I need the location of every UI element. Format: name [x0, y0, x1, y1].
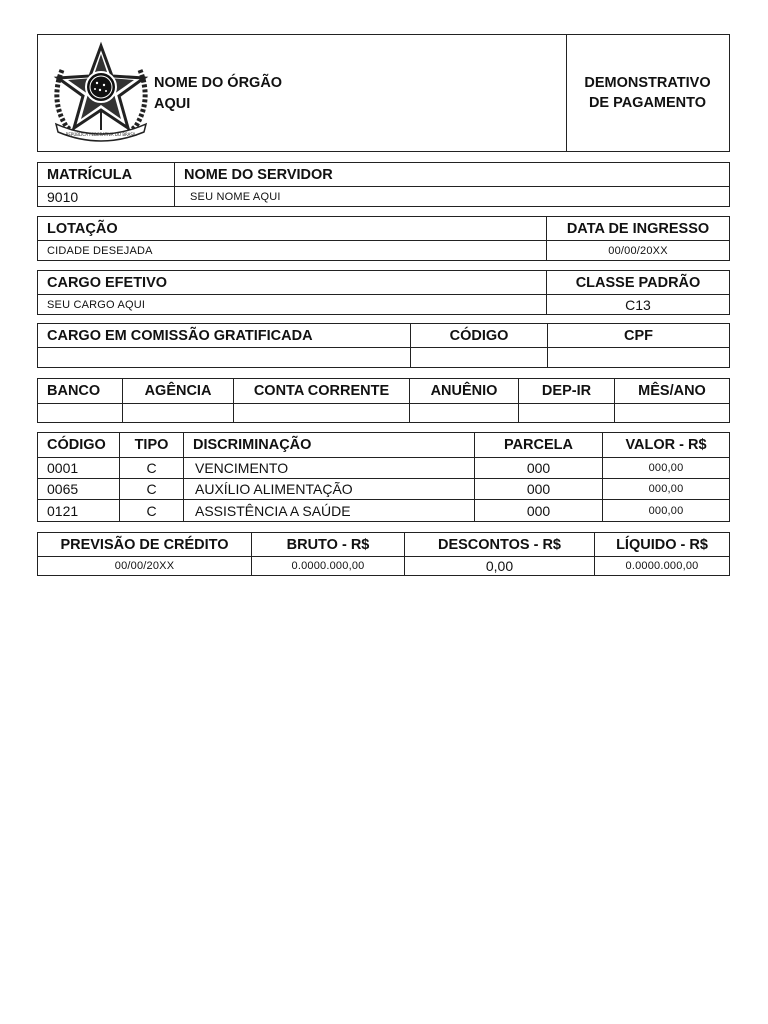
cargo-value: SEU CARGO AQUI: [38, 295, 547, 314]
item-tipo: C: [120, 479, 184, 500]
classe-value: C13: [625, 296, 651, 313]
banco-label: BANCO: [38, 379, 123, 404]
item-codigo: 0121: [38, 500, 120, 521]
banco-value: [38, 404, 123, 422]
items-header-parcela: PARCELA: [475, 433, 603, 458]
mes-ano-label: MÊS/ANO: [615, 379, 729, 404]
title-line1: DEMONSTRATIVO: [584, 75, 711, 91]
item-tipo: C: [120, 500, 184, 521]
conta-corrente-value: [234, 404, 410, 422]
cpf-value: [548, 348, 729, 367]
comissao-section: [37, 323, 730, 368]
cargo-section: [37, 270, 730, 315]
bank-section: [37, 378, 730, 423]
conta-corrente-label: CONTA CORRENTE: [234, 379, 410, 404]
document-title: [566, 35, 729, 151]
lotacao-value: CIDADE DESEJADA: [38, 241, 547, 260]
item-valor: 000,00: [648, 504, 684, 517]
codigo-label: CÓDIGO: [411, 324, 548, 348]
items-table: [37, 432, 730, 522]
item-codigo: 0065: [38, 479, 120, 500]
matricula-value: 9010: [38, 187, 175, 206]
servidor-label: NOME DO SERVIDOR: [175, 163, 729, 187]
item-valor: 000,00: [603, 458, 729, 479]
previsao-credito-value: 00/00/20XX: [38, 557, 252, 575]
liquido-value: 0.0000.000,00: [625, 560, 699, 572]
agencia-label: AGÊNCIA: [123, 379, 234, 404]
codigo-value: [411, 348, 548, 367]
item-parcela: 000: [475, 458, 603, 479]
comissao-value: [38, 348, 411, 367]
org-name-line2: AQUI: [154, 96, 191, 112]
previsao-credito-label: PREVISÃO DE CRÉDITO: [38, 533, 252, 557]
svg-text:REPÚBLICA FEDERATIVA DO BRASIL: REPÚBLICA FEDERATIVA DO BRASIL: [65, 132, 137, 137]
anuenio-value: [410, 404, 519, 422]
ingresso-label: DATA DE INGRESSO: [547, 217, 729, 241]
cargo-label: CARGO EFETIVO: [38, 271, 547, 295]
dep-ir-value: [519, 404, 615, 422]
agencia-value: [123, 404, 234, 422]
items-header-valor: VALOR - R$: [603, 433, 729, 458]
classe-label: CLASSE PADRÃO: [547, 271, 729, 295]
items-header-codigo: CÓDIGO: [38, 433, 120, 458]
org-block: [38, 35, 567, 151]
items-header-discriminacao: DISCRIMINAÇÃO: [184, 433, 475, 458]
liquido-label: LÍQUIDO - R$: [595, 533, 729, 557]
matricula-label: MATRÍCULA: [38, 163, 175, 187]
lotacao-label: LOTAÇÃO: [38, 217, 547, 241]
item-codigo: 0001: [38, 458, 120, 479]
title-line2: DE PAGAMENTO: [588, 95, 707, 111]
ingresso-value: 00/00/20XX: [608, 244, 668, 257]
item-parcela: 000: [475, 500, 603, 521]
coat-of-arms-seal: [48, 40, 154, 144]
item-desc: AUXÍLIO ALIMENTAÇÃO: [184, 479, 475, 500]
servidor-value: SEU NOME AQUI: [190, 190, 281, 203]
anuenio-label: ANUÊNIO: [410, 379, 519, 404]
dep-ir-label: DEP-IR: [519, 379, 615, 404]
lotacao-section: [37, 216, 730, 261]
org-name-line1: NOME DO ÓRGÃO: [154, 75, 283, 91]
item-parcela: 000: [475, 479, 603, 500]
items-header-tipo: TIPO: [120, 433, 184, 458]
bruto-value: 0.0000.000,00: [252, 557, 405, 575]
totals-section: [37, 532, 730, 576]
descontos-value: 0,00: [405, 557, 595, 575]
document-header: [37, 34, 730, 152]
item-desc: ASSISTÊNCIA A SAÚDE: [184, 500, 475, 521]
item-desc: VENCIMENTO: [184, 458, 475, 479]
descontos-label: DESCONTOS - R$: [405, 533, 595, 557]
item-tipo: C: [120, 458, 184, 479]
item-valor: 000,00: [603, 479, 729, 500]
mes-ano-value: [615, 404, 729, 422]
bruto-label: BRUTO - R$: [252, 533, 405, 557]
comissao-label: CARGO EM COMISSÃO GRATIFICADA: [38, 324, 411, 348]
org-name: [154, 73, 324, 115]
cpf-label: CPF: [548, 324, 729, 348]
employee-section: [37, 162, 730, 207]
